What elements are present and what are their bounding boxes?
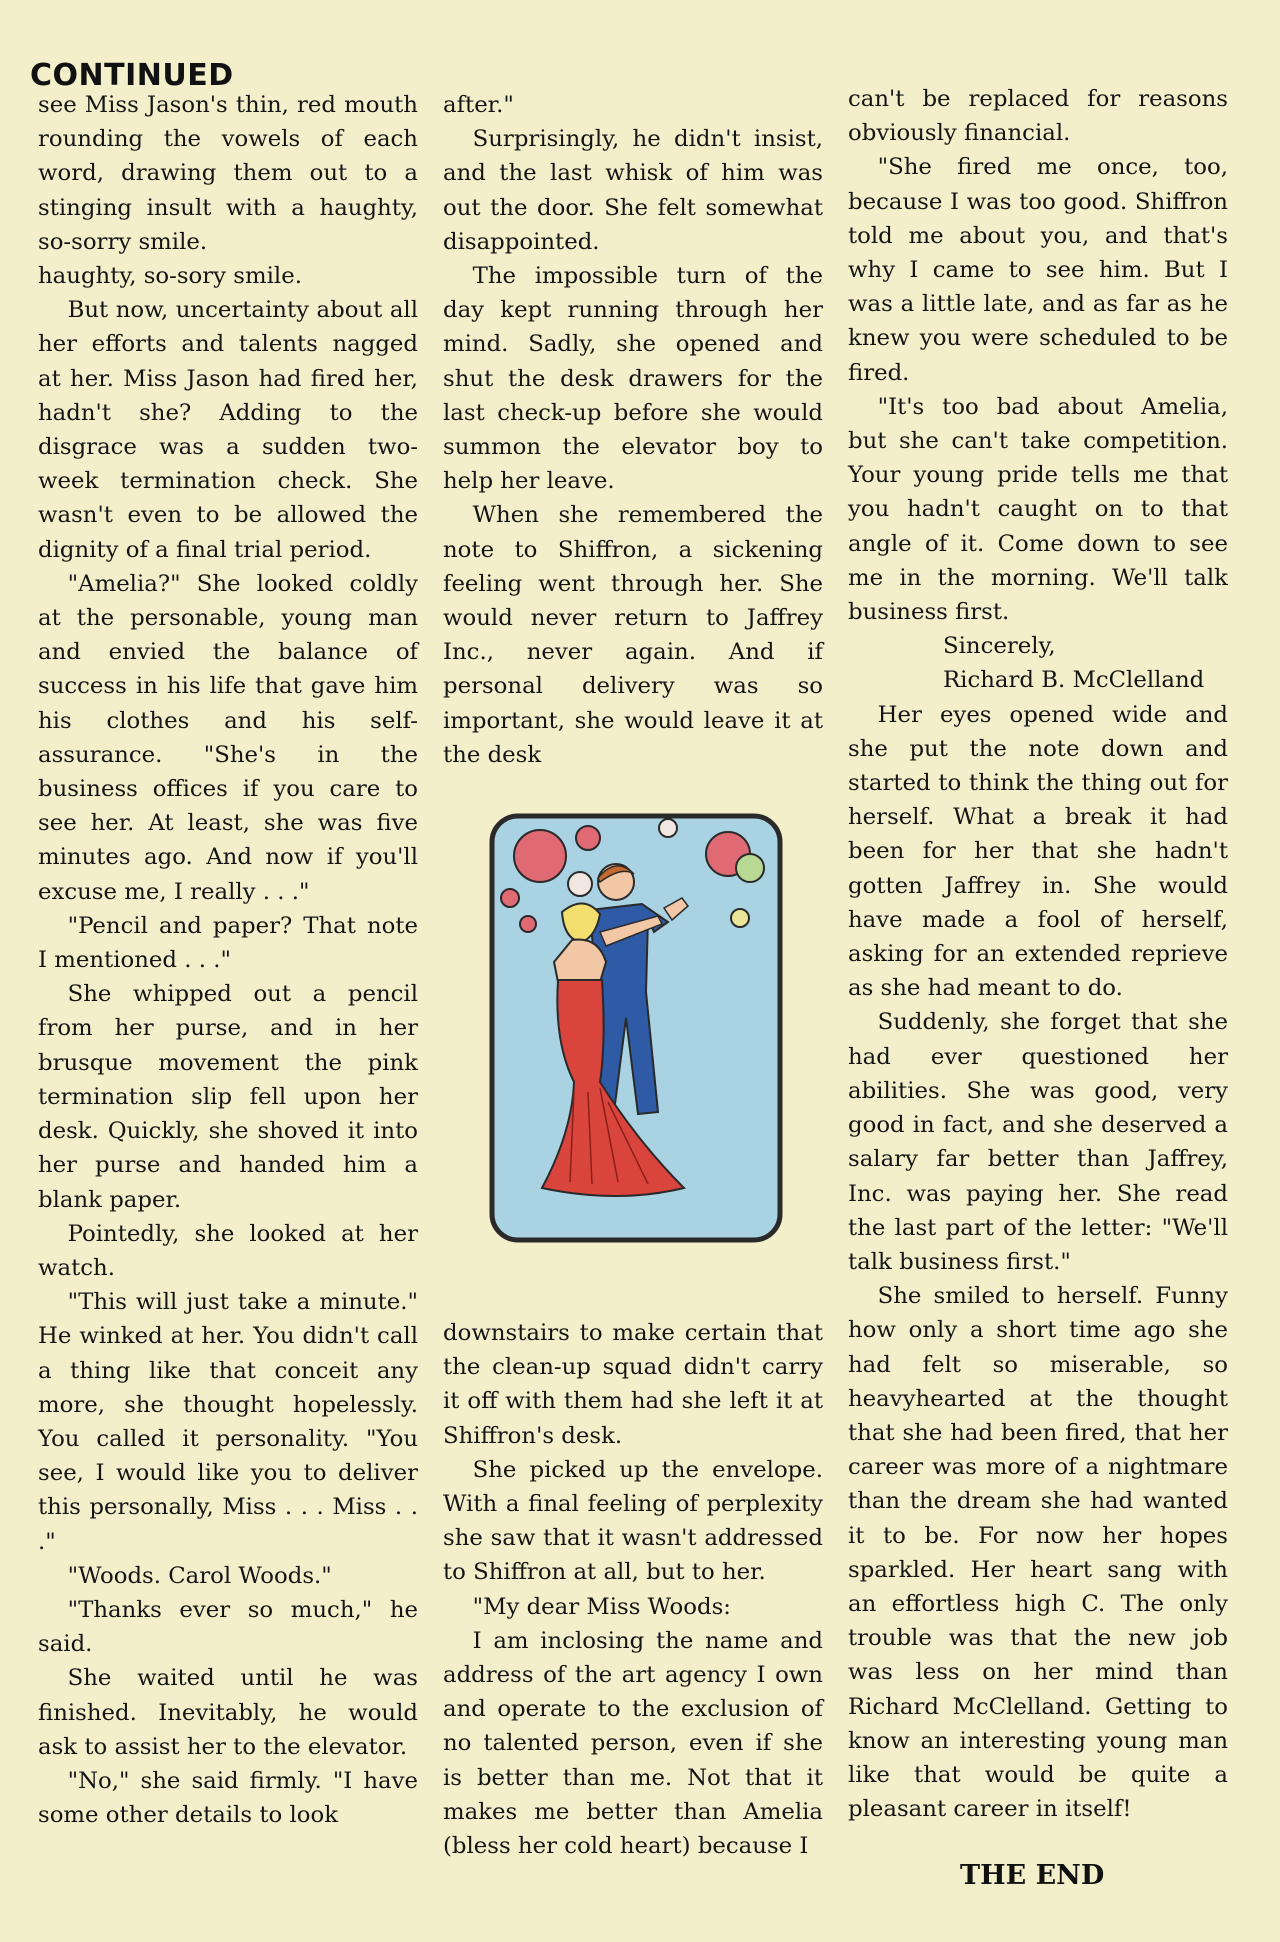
paragraph: "Pencil and paper? That note I mentioned . . ." [38,912,418,974]
text-column-3 [848,82,1228,1826]
paragraph: She whipped out a pencil from her purse, and in her brusque movement the pink termination slip fell upon her desk. Quickly, she shoved it into her purse and handed him a blank paper. [38,981,418,1213]
letter-closing: Sincerely, [943,633,1056,660]
paragraph: "She fired me once, too, because I was too good. Shiffron told me about you, and that's why I came to see him. But I was a little late, and as far as he knew you were scheduled to be fired. [848,154,1228,386]
paragraph: haughty, so-sory smile. [38,263,302,290]
paragraph: downstairs to make certain that the clean-up squad didn't carry it off with them had she left it at Shiffron's desk. [443,1320,823,1449]
the-end-label: THE END [960,1860,1105,1891]
paragraph: Her eyes opened wide and she put the note down and started to think the thing out for herself. What a break it had been for her that she hadn't gotten Jaffrey in. She would have made a fool of herself, asking for an extended reprieve as she had meant to do. [848,701,1228,1002]
continued-heading: CONTINUED [30,58,234,93]
dancing-couple-illustration [488,812,784,1244]
paragraph: She picked up the envelope. With a final feeling of perplexity she saw that it wasn't addressed to Shiffron at all, but to her. [443,1456,823,1586]
paragraph: When she remembered the note to Shiffron, a sickening feeling went through her. She would never return to Jaffrey Inc., never again. And if personal delivery was so important, she would leave it at the desk [443,502,823,768]
paragraph: after." [443,92,514,118]
text-column-2-bottom [443,1316,823,1863]
text-column-1 [38,88,418,1832]
paragraph: The impossible turn of the day kept running through her mind. Sadly, she opened and shut the desk drawers for the last check-up before she would summon the elevator boy to help her leave. [443,263,823,495]
paragraph: She smiled to herself. Funny how only a short time ago she had felt so miserable, so heavyhearted at the thought that she had been fired, that her career was more of a nightmare than the dream she had wanted it to be. For now her hopes sparkled. Her heart sang with an effortless high C. The only trouble was that the new job was less on her mind than Richard McClelland. Getting to know an interesting young man like that would be quite a pleasant career in itself! [848,1283,1228,1823]
paragraph: "Amelia?" She looked coldly at the personable, young man and envied the balance of success in his life that gave him his clothes and his self-assurance. "She's in the business offices if you care to see her. At least, she was five minutes ago. And now if you'll excuse me, I really . . ." [38,570,418,905]
paragraph: Surprisingly, he didn't insist, and the last whisk of him was out the door. She felt somewhat disappointed. [443,126,823,255]
paragraph: see Miss Jason's thin, red mouth rounding the vowels of each word, drawing them out to a stinging insult with a haughty, so-sorry smile. [38,92,418,255]
paragraph: She waited until he was finished. Inevitably, he would ask to assist her to the elevator. [38,1665,418,1760]
paragraph: "It's too bad about Amelia, but she can't take competition. Your young pride tells me that you hadn't caught on to that angle of it. Come down to see me in the morning. We'll talk business first. [848,393,1228,626]
paragraph: "This will just take a minute." He winked at her. You didn't call a thing like that conceit any more, she thought hopelessly. You called it personality. "You see, I would like you to deliver this personally, Miss . . . Miss . . ." [38,1289,418,1555]
paragraph: "Thanks ever so much," he said. [38,1596,418,1658]
paragraph: But now, uncertainty about all her efforts and talents nagged at her. Miss Jason had fired her, hadn't she? Adding to the disgrace was a sudden two-week termination check. She wasn't even to be allowed the dignity of a final trial period. [38,297,418,563]
text-column-2-top [443,88,823,772]
paragraph: can't be replaced for reasons obviously financial. [848,86,1228,147]
paragraph: "No," she said firmly. "I have some other details to look [38,1767,418,1829]
paragraph: Pointedly, she looked at her watch. [38,1220,418,1281]
letter-signature: Richard B. McClelland [943,667,1205,694]
letter-salutation: "My dear Miss Woods: [472,1593,731,1620]
paragraph: "Woods. Carol Woods." [67,1562,332,1589]
paragraph: I am inclosing the name and address of the art agency I own and operate to the exclusion of no talented person, even if she is better than me. Not that it makes me better than Amelia (bless her cold heart) because I [443,1627,823,1860]
paragraph: Suddenly, she forget that she had ever questioned her abilities. She was good, very good in fact, and she deserved a salary far better than Jaffrey, Inc. was paying her. She read the last part of the letter: "We'll talk business first." [848,1009,1228,1275]
